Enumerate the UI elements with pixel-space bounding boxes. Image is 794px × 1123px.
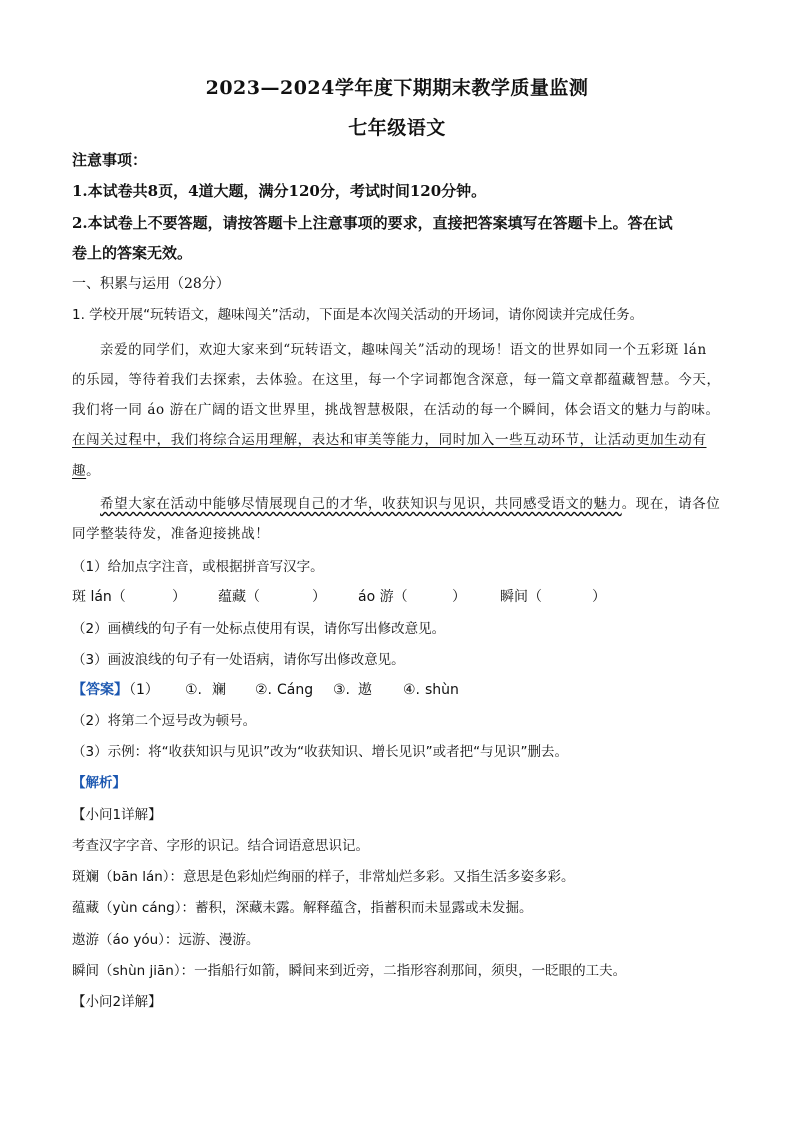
blank-3-label: áo 游（	[358, 589, 408, 605]
passage-line-2: 的乐园，等待着我们去探索，去体验。在这里，每一个字词都饱含深意，每一篇文章都蕴藏智慧。今天，	[72, 372, 721, 388]
answer-1-number: ①.	[185, 682, 203, 698]
passage-line-5-end: 。	[86, 463, 101, 479]
underlined-sentence-part-2: 趣	[72, 463, 87, 479]
analysis-sub-1-heading: 【小问1详解】	[72, 807, 162, 823]
exam-subtitle: 七年级语文	[348, 117, 446, 139]
answer-2-number: ②.	[255, 682, 273, 698]
blank-4-label: 瞬间（	[500, 589, 542, 605]
answer-4-number: ④.	[403, 682, 421, 698]
answer-tag: 【答案】	[72, 682, 128, 698]
question-1-stem: 1. 学校开展“玩转语文，趣味闯关”活动，下面是本次闯关活动的开场词，请你阅读并完成任务。	[72, 307, 644, 323]
passage-line-3: 我们将一同 áo 游在广阔的语文世界里，挑战智慧极限，在活动的每一个瞬间，体会语文的魅力与韵味。	[72, 402, 720, 418]
analysis-word-3: 遨游（áo yóu）：远游、漫游。	[72, 932, 260, 948]
section-1-heading: 一、积累与运用（28分）	[72, 276, 230, 292]
blank-1-label: 斑 lán（	[72, 589, 126, 605]
analysis-sub-1-intro: 考查汉字字音、字形的识记。结合词语意思识记。	[72, 838, 369, 854]
analysis-tag: 【解析】	[72, 775, 126, 791]
notice-item-2-line-2: 卷上的答案无效。	[72, 244, 193, 262]
blank-2-label: 蕴藏（	[218, 589, 260, 605]
answer-3-number: ③.	[333, 682, 351, 698]
notice-item-1: 1.本试卷共8页，4道大题，满分120分，考试时间120分钟。	[72, 182, 487, 200]
answer-part-1-prefix: （1）	[122, 682, 159, 698]
blank-3-close: ）	[452, 589, 466, 605]
analysis-word-4: 瞬间（shùn jiān）：一指船行如箭，瞬间来到近旁，二指形容刹那间，须臾，一眨眼的工夫。	[72, 963, 627, 979]
analysis-word-1: 斑斓（bān lán）：意思是色彩灿烂绚丽的样子，非常灿烂多彩。又指生活多姿多彩。	[72, 869, 575, 885]
analysis-sub-2-heading: 【小问2详解】	[72, 994, 162, 1010]
notice-heading: 注意事项：	[72, 151, 148, 169]
passage-line-7: 同学整装待发，准备迎接挑战！	[72, 526, 270, 542]
underlined-sentence-part-1: 在闯关过程中，我们将综合运用理解，表达和审美等能力，同时加入一些互动环节，让活动更加生动有	[72, 432, 707, 448]
blank-1-close: ）	[172, 589, 186, 605]
passage-line-6	[100, 494, 720, 514]
notice-item-2-line-1: 2.本试卷上不要答题，请按答题卡上注意事项的要求，直接把答案填写在答题卡上。答在试	[72, 214, 673, 232]
passage-line-5	[72, 461, 722, 481]
exam-title: 2023—2024学年度下期期末教学质量监测	[205, 77, 589, 99]
answer-4: shùn	[425, 682, 459, 698]
task-1: （1）给加点字注音，或根据拼音写汉字。	[72, 559, 324, 575]
passage-line-4	[72, 430, 722, 450]
answer-part-3: （3）示例：将“收获知识与见识”改为“收获知识、增长见识”或者把“与见识”删去。	[72, 744, 569, 760]
answer-1: 斓	[212, 682, 226, 698]
blank-4-close: ）	[592, 589, 606, 605]
passage-line-1: 亲爱的同学们，欢迎大家来到“玩转语文，趣味闯关”活动的现场！语文的世界如同一个五彩斑 lán	[100, 342, 707, 358]
answer-3: 遨	[358, 682, 372, 698]
task-2: （2）画横线的句子有一处标点使用有误，请你写出修改意见。	[72, 621, 446, 637]
answer-2: Cáng	[277, 682, 314, 698]
task-3: （3）画波浪线的句子有一处语病，请你写出修改意见。	[72, 652, 405, 668]
analysis-word-2: 蕴藏（yùn cáng）：蓄积，深藏未露。解释蕴含，指蓄积而未显露或未发掘。	[72, 900, 533, 916]
wavy-sentence: 希望大家在活动中能够尽情展现自己的才华，收获知识与见识，共同感受语文的魅力	[100, 496, 622, 512]
blank-2-close: ）	[312, 589, 326, 605]
answer-part-2: （2）将第二个逗号改为顿号。	[72, 713, 257, 729]
passage-line-6-end: 。现在，请各位	[621, 496, 721, 512]
